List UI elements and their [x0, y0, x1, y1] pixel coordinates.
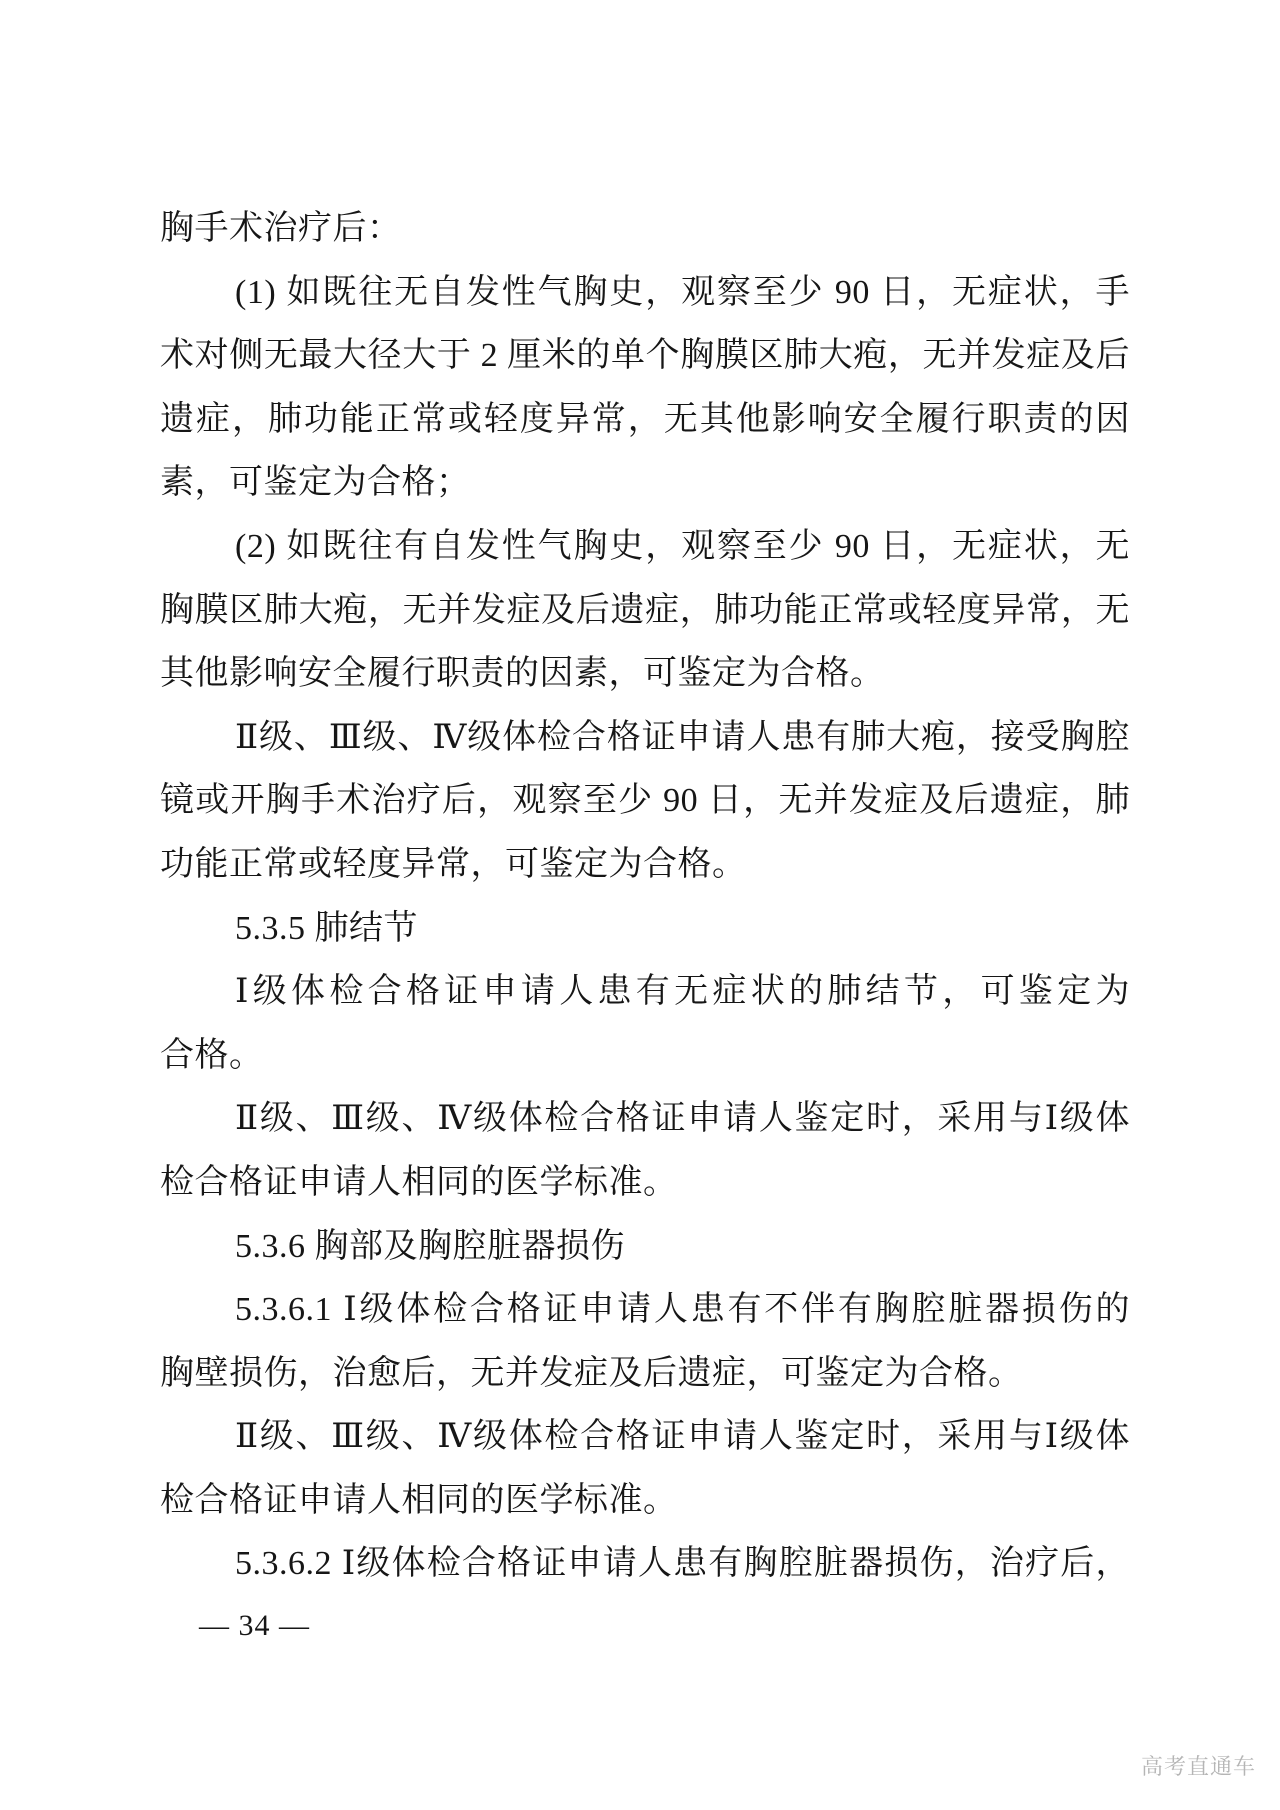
doc-line: 检合格证申请人相同的医学标准。: [160, 1481, 678, 1519]
doc-line: 胸壁损伤，治愈后，无并发症及后遗症，可鉴定为合格。: [160, 1354, 1023, 1392]
document-body: [160, 197, 1130, 1596]
doc-line: 5.3.6.1 Ⅰ级体检合格证申请人患有不伴有胸腔脏器损伤的: [235, 1291, 1130, 1329]
doc-line: 其他影响安全履行职责的因素，可鉴定为合格。: [160, 655, 885, 693]
doc-line: 胸手术治疗后：: [160, 210, 402, 247]
doc-line: 功能正常或轻度异常，可鉴定为合格。: [160, 845, 747, 883]
doc-line: 镜或开胸手术治疗后，观察至少 90 日，无并发症及后遗症，肺: [160, 782, 1130, 820]
doc-line: (1) 如既往无自发性气胸史，观察至少 90 日，无症状，手: [235, 273, 1130, 311]
section-heading: 5.3.5 肺结节: [235, 909, 418, 947]
doc-line: 5.3.6.2 Ⅰ级体检合格证申请人患有胸腔脏器损伤，治疗后，: [235, 1545, 1130, 1583]
doc-line: 检合格证申请人相同的医学标准。: [160, 1163, 678, 1201]
doc-line: Ⅰ级体检合格证申请人患有无症状的肺结节，可鉴定为: [235, 973, 1130, 1011]
doc-line: 合格。: [160, 1036, 264, 1074]
doc-line: (2) 如既往有自发性气胸史，观察至少 90 日，无症状，无: [235, 527, 1130, 565]
doc-line: Ⅱ级、Ⅲ级、Ⅳ级体检合格证申请人鉴定时，采用与Ⅰ级体: [235, 1100, 1130, 1138]
doc-line: 胸膜区肺大疱，无并发症及后遗症，肺功能正常或轻度异常，无: [160, 591, 1130, 629]
section-heading: 5.3.6 胸部及胸腔脏器损伤: [235, 1227, 625, 1265]
doc-line: Ⅱ级、Ⅲ级、Ⅳ级体检合格证申请人鉴定时，采用与Ⅰ级体: [235, 1418, 1130, 1456]
doc-line: 遗症，肺功能正常或轻度异常，无其他影响安全履行职责的因: [160, 400, 1130, 438]
doc-line: 术对侧无最大径大于 2 厘米的单个胸膜区肺大疱，无并发症及后: [160, 337, 1130, 375]
doc-line: Ⅱ级、Ⅲ级、Ⅳ级体检合格证申请人患有肺大疱，接受胸腔: [235, 718, 1130, 756]
doc-line: 素，可鉴定为合格；: [160, 464, 471, 502]
page-number: — 34 —: [199, 1609, 310, 1642]
watermark: 高考直通车: [1141, 1754, 1257, 1779]
